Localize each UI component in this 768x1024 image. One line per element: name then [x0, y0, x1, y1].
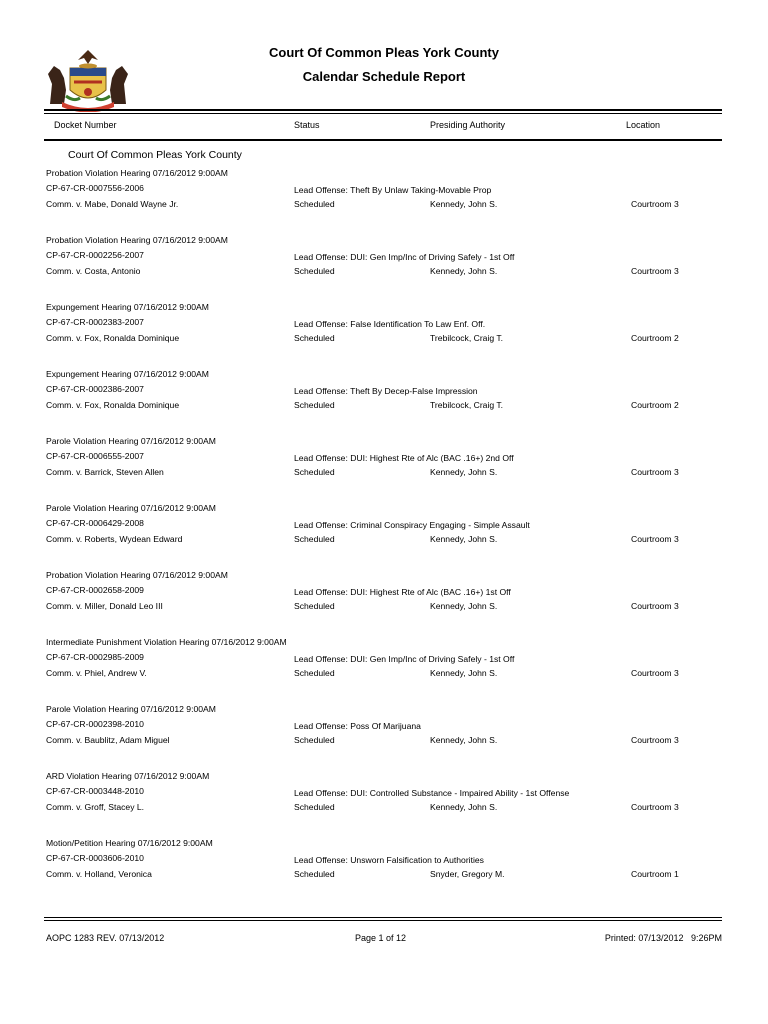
docket-number: CP-67-CR-0007556-2006: [46, 183, 144, 193]
case-parties: Comm. v. Barrick, Steven Allen: [46, 467, 164, 477]
case-parties: Comm. v. Costa, Antonio: [46, 266, 141, 276]
case-parties: Comm. v. Mabe, Donald Wayne Jr.: [46, 199, 179, 209]
case-parties: Comm. v. Holland, Veronica: [46, 869, 152, 879]
case-location: Courtroom 3: [631, 668, 679, 678]
case-entry: [0, 838, 768, 902]
presiding-authority: Kennedy, John S.: [430, 601, 498, 611]
case-location: Courtroom 3: [631, 266, 679, 276]
hearing-type: ARD Violation Hearing 07/16/2012 9:00AM: [46, 771, 210, 781]
lead-offense: Lead Offense: DUI: Controlled Substance - Impaired Ability - 1st Offense: [294, 788, 570, 798]
case-entry: [0, 570, 768, 634]
case-status: Scheduled: [294, 534, 335, 544]
hearing-type: Parole Violation Hearing 07/16/2012 9:00AM: [46, 436, 216, 446]
case-status: Scheduled: [294, 802, 335, 812]
docket-number: CP-67-CR-0003448-2010: [46, 786, 144, 796]
presiding-authority: Kennedy, John S.: [430, 266, 498, 276]
case-entry: [0, 771, 768, 835]
header-rule-top: [44, 109, 722, 111]
case-entry: [0, 503, 768, 567]
case-location: Courtroom 3: [631, 534, 679, 544]
case-parties: Comm. v. Phiel, Andrew V.: [46, 668, 147, 678]
case-status: Scheduled: [294, 400, 335, 410]
case-location: Courtroom 3: [631, 601, 679, 611]
case-location: Courtroom 3: [631, 199, 679, 209]
hearing-type: Intermediate Punishment Violation Hearing 07/16/2012 9:00AM: [46, 637, 287, 647]
lead-offense: Lead Offense: Theft By Decep-False Impression: [294, 386, 478, 396]
case-entry: [0, 302, 768, 366]
hearing-type: Expungement Hearing 07/16/2012 9:00AM: [46, 302, 209, 312]
hearing-type: Probation Violation Hearing 07/16/2012 9:00AM: [46, 235, 228, 245]
lead-offense: Lead Offense: Criminal Conspiracy Engaging - Simple Assault: [294, 520, 530, 530]
hearing-type: Motion/Petition Hearing 07/16/2012 9:00AM: [46, 838, 213, 848]
case-status: Scheduled: [294, 467, 335, 477]
lead-offense: Lead Offense: DUI: Gen Imp/Inc of Driving Safely - 1st Off: [294, 252, 515, 262]
footer-form-number: AOPC 1283 REV. 07/13/2012: [46, 933, 165, 943]
case-location: Courtroom 3: [631, 467, 679, 477]
case-parties: Comm. v. Roberts, Wydean Edward: [46, 534, 183, 544]
footer-printed-date: Printed: 07/13/2012 9:26PM: [604, 933, 722, 943]
lead-offense: Lead Offense: DUI: Gen Imp/Inc of Driving Safely - 1st Off: [294, 654, 515, 664]
presiding-authority: Kennedy, John S.: [430, 467, 498, 477]
hearing-type: Probation Violation Hearing 07/16/2012 9:00AM: [46, 168, 228, 178]
case-entry: [0, 369, 768, 433]
docket-number: CP-67-CR-0002658-2009: [46, 585, 144, 595]
header-rule-bottom: [44, 139, 722, 141]
docket-number: CP-67-CR-0003606-2010: [46, 853, 144, 863]
footer-rule-bottom: [44, 920, 722, 921]
presiding-authority: Trebilcock, Craig T.: [430, 333, 504, 343]
presiding-authority: Kennedy, John S.: [430, 534, 498, 544]
footer-page-number: Page 1 of 12: [355, 933, 407, 943]
presiding-authority: Trebilcock, Craig T.: [430, 400, 504, 410]
case-entry: [0, 436, 768, 500]
hearing-type: Parole Violation Hearing 07/16/2012 9:00AM: [46, 704, 216, 714]
case-status: Scheduled: [294, 266, 335, 276]
docket-number: CP-67-CR-0002256-2007: [46, 250, 144, 260]
docket-number: CP-67-CR-0006555-2007: [46, 451, 144, 461]
case-status: Scheduled: [294, 333, 335, 343]
presiding-authority: Kennedy, John S.: [430, 735, 498, 745]
case-parties: Comm. v. Fox, Ronalda Dominique: [46, 400, 180, 410]
case-status: Scheduled: [294, 199, 335, 209]
court-group-heading: Court Of Common Pleas York County: [68, 149, 242, 161]
case-entry: [0, 637, 768, 701]
case-location: Courtroom 3: [631, 735, 679, 745]
case-entry: [0, 235, 768, 299]
case-parties: Comm. v. Miller, Donald Leo III: [46, 601, 163, 611]
presiding-authority: Kennedy, John S.: [430, 802, 498, 812]
hearing-type: Expungement Hearing 07/16/2012 9:00AM: [46, 369, 209, 379]
lead-offense: Lead Offense: DUI: Highest Rte of Alc (BAC .16+) 1st Off: [294, 587, 511, 597]
case-parties: Comm. v. Groff, Stacey L.: [46, 802, 145, 812]
column-header-authority: Presiding Authority: [430, 120, 506, 130]
case-entry: [0, 704, 768, 768]
lead-offense: Lead Offense: Poss Of Marijuana: [294, 721, 421, 731]
lead-offense: Lead Offense: DUI: Highest Rte of Alc (BAC .16+) 2nd Off: [294, 453, 514, 463]
case-status: Scheduled: [294, 735, 335, 745]
presiding-authority: Kennedy, John S.: [430, 668, 498, 678]
case-parties: Comm. v. Fox, Ronalda Dominique: [46, 333, 180, 343]
case-location: Courtroom 3: [631, 802, 679, 812]
header-rule-top-thin: [44, 113, 722, 114]
docket-number: CP-67-CR-0002985-2009: [46, 652, 144, 662]
column-header-status: Status: [294, 120, 320, 130]
lead-offense: Lead Offense: Theft By Unlaw Taking-Movable Prop: [294, 185, 492, 195]
lead-offense: Lead Offense: Unsworn Falsification to Authorities: [294, 855, 484, 865]
hearing-type: Parole Violation Hearing 07/16/2012 9:00AM: [46, 503, 216, 513]
case-status: Scheduled: [294, 601, 335, 611]
column-header-docket: Docket Number: [54, 120, 117, 130]
lead-offense: Lead Offense: False Identification To Law Enf. Off.: [294, 319, 486, 329]
footer-rule-top: [44, 917, 722, 918]
docket-number: CP-67-CR-0006429-2008: [46, 518, 144, 528]
report-court-title: Court Of Common Pleas York County: [269, 45, 499, 60]
case-status: Scheduled: [294, 869, 335, 879]
hearing-type: Probation Violation Hearing 07/16/2012 9:00AM: [46, 570, 228, 580]
presiding-authority: Snyder, Gregory M.: [430, 869, 505, 879]
case-location: Courtroom 1: [631, 869, 679, 879]
presiding-authority: Kennedy, John S.: [430, 199, 498, 209]
case-parties: Comm. v. Baublitz, Adam Miguel: [46, 735, 170, 745]
case-status: Scheduled: [294, 668, 335, 678]
docket-number: CP-67-CR-0002398-2010: [46, 719, 144, 729]
report-title: Calendar Schedule Report: [302, 69, 466, 84]
column-header-location: Location: [626, 120, 661, 130]
docket-number: CP-67-CR-0002386-2007: [46, 384, 144, 394]
docket-number: CP-67-CR-0002383-2007: [46, 317, 144, 327]
case-location: Courtroom 2: [631, 400, 679, 410]
case-location: Courtroom 2: [631, 333, 679, 343]
case-entry: [0, 168, 768, 232]
